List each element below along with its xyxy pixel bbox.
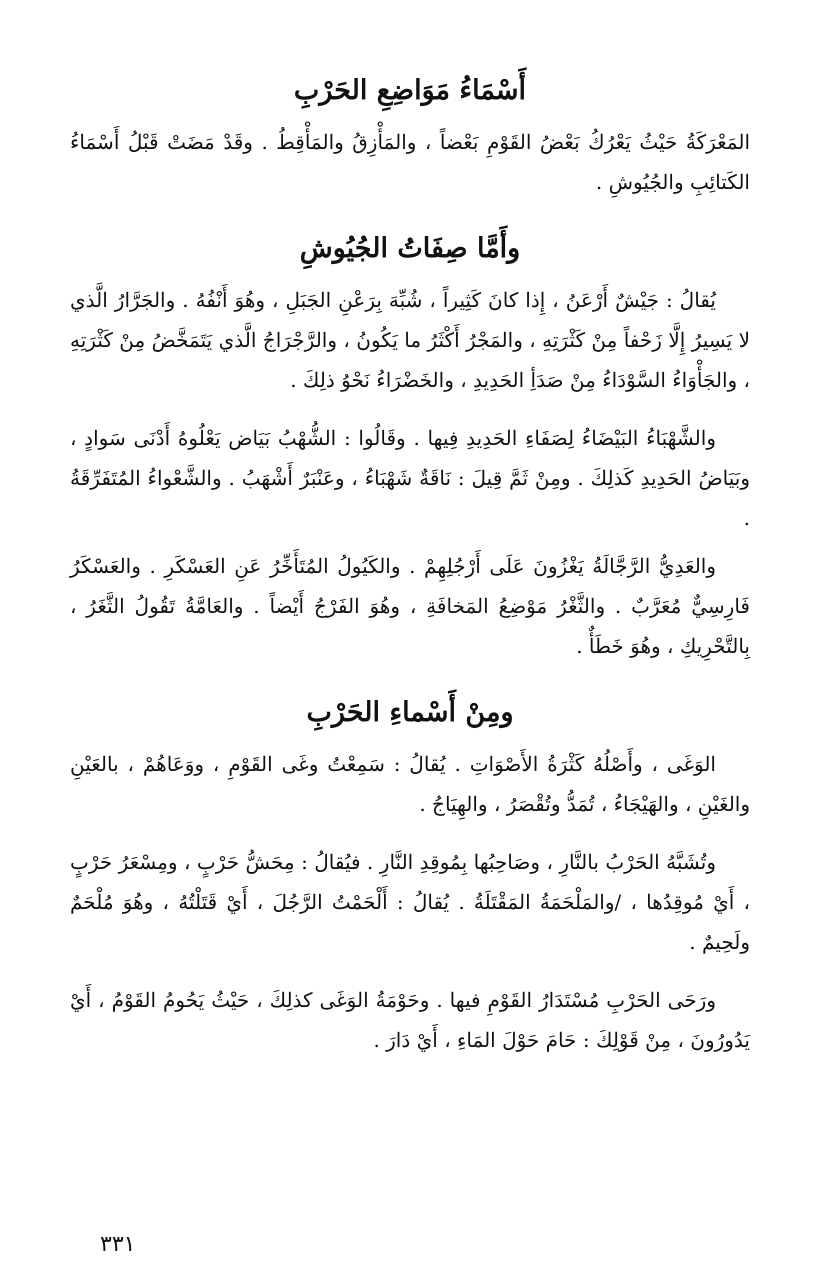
paragraph-war-mill: ورَحَى الحَرْبِ مُسْتَدَارُ القَوْمِ فيها . وحَوْمَةُ الوَغَى كذلِكَ ، حَيْثُ يَحُومُ القَوْمُ ، أَيْ يَدُورُونَ ، مِنْ قَوْلِكَ : حَامَ حَوْلَ المَاءِ ، أَيْ دَارَ . xyxy=(70,988,750,1052)
paragraph-battlefield: المَعْرَكَةُ حَيْثُ يَعْرُكُ بَعْضُ القَوْمِ بَعْضاً ، والمَأْزِقُ والمَأْقِطُ . وقَدْ مَضَتْ قَبْلُ أَسْمَاءُ الكَتائِبِ والجُيُوشِ . xyxy=(70,130,750,194)
section-heading-war-names: ومِنْ أَسْماءِ الحَرْبِ xyxy=(306,697,514,728)
section-heading-army-attributes: وأَمَّا صِفَاتُ الجُيُوشِ xyxy=(299,233,521,264)
page-number: ٣٣١ xyxy=(100,1232,136,1257)
paragraph-army-large: يُقالُ : جَيْشٌ أَرْعَنُ ، إِذا كانَ كَثِيراً ، شُبِّهَ بِرَعْنِ الجَبَلِ ، وهُوَ أَنْفُهُ . والجَرَّارُ الَّذي لا يَسِيرُ إِلَّا زَحْفاً مِنْ كَثْرَتِهِ ، والمَجْرُ أَكْثَرُ ما يَكُونُ ، والرَّجْرَاجُ الَّذي يَتَمَخَّضُ مِنْ كَثْرَتِهِ ، والجَأْوَاءُ السَّوْدَاءُ مِنْ صَدَأِ الحَدِيدِ ، والخَضْرَاءُ نَحْوُ ذلِكَ . xyxy=(70,288,750,392)
section-heading-war-places: أَسْمَاءُ مَوَاضِعِ الحَرْبِ xyxy=(293,75,527,106)
paragraph-alwagha: الوَغَى ، وأَصْلُهُ كَثْرَةُ الأَصْوَاتِ . يُقالُ : سَمِعْتُ وغَى القَوْمِ ، ووَعَاهُمْ ، بالعَيْنِ والغَيْنِ ، والهَيْجَاءُ ، تُمَدُّ وتُقْصَرُ ، والهِيَاجُ . xyxy=(70,752,750,816)
paragraph-army-infantry: والعَدِيُّ الرَّجَّالَةُ يَغْزُونَ عَلَى أَرْجُلِهِمْ . والكَيُولُ المُتَأَخِّرُ عَنِ العَسْكَرِ . والعَسْكَرُ فَارِسِيٌّ مُعَرَّبٌ . والثَّغْرُ مَوْضِعُ المَخافَةِ ، وهُوَ الفَرْجُ أَيْضاً . والعَامَّةُ تَقُولُ الثَّغَرُ ، بِالتَّحْرِيكِ ، وهُوَ خَطَأٌ . xyxy=(70,554,750,658)
document-page xyxy=(70,70,750,1060)
paragraph-army-white: والشَّهْبَاءُ البَيْضَاءُ لِصَفَاءِ الحَدِيدِ فِيها . وقَالُوا : الشُّهْبُ بَيَاض يَعْلُوهُ أَدْنَى سَوادٍ ، وبَيَاضُ الحَدِيدِ كَذلِكَ . ومِنْ ثَمَّ قِيلَ : نَاقَةٌ شَهْبَاءُ ، وعَنْبَرٌ أَشْهَبُ . والشَّعْواءُ المُتَفَرِّقَةُ . xyxy=(70,426,750,530)
paragraph-war-fire: وتُشَبَّهُ الحَرْبُ بالنَّارِ ، وصَاحِبُها بِمُوقِدِ النَّارِ . فيُقالُ : مِحَشُّ حَرْبٍ ، ومِسْعَرُ حَرْبٍ ، أَيْ مُوقِدُها ، /والمَلْحَمَةُ المَقْتَلَةُ . يُقالُ : أَلْحَمْتُ الرَّجُلَ ، أَيْ قَتَلْتُهُ ، وهُوَ مُلْحَمٌ ولَحِيمٌ . xyxy=(70,850,750,954)
